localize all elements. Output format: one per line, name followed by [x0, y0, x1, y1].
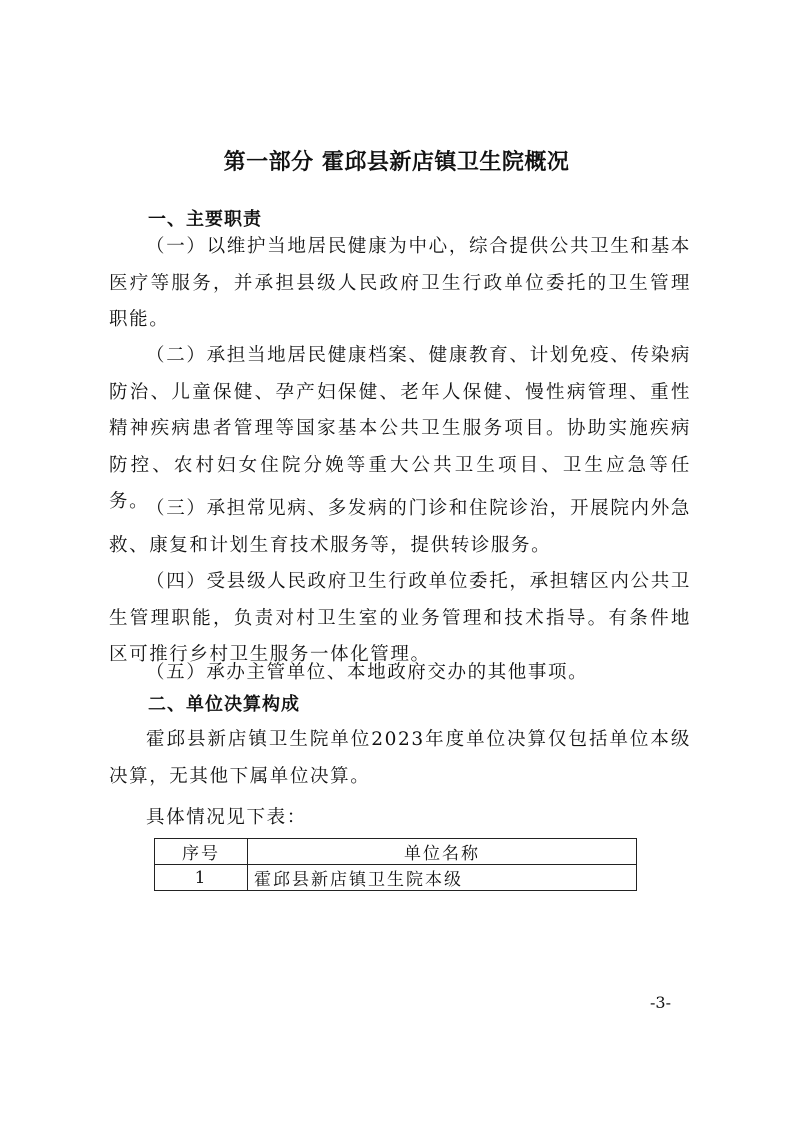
- duty-paragraph-3: （三）承担常见病、多发病的门诊和住院诊治，开展院内外急救、康复和计划生育技术服务等，提供转诊服务。: [109, 498, 691, 556]
- table-header-row: [155, 839, 637, 865]
- duty-paragraph-4: （四）受县级人民政府卫生行政单位委托，承担辖区内公共卫生管理职能，负责对村卫生室的业务管理和技术指导。有条件地区可推行乡村卫生服务一体化管理。: [109, 571, 691, 665]
- section-heading-composition: 二、单位决算构成: [148, 694, 300, 715]
- table-cell-index: 1: [155, 865, 248, 891]
- duty-paragraph-5: （五）承办主管单位、本地政府交办的其他事项。: [146, 662, 589, 683]
- section-heading-duties: 一、主要职责: [148, 209, 262, 230]
- table-row: [155, 865, 637, 891]
- duty-paragraph-1: （一）以维护当地居民健康为中心，综合提供公共卫生和基本医疗等服务，并承担县级人民政府卫生行政单位委托的卫生管理职能。: [109, 236, 691, 330]
- composition-paragraph: 霍邱县新店镇卫生院单位2023年度单位决算仅包括单位本级决算，无其他下属单位决算。: [109, 729, 691, 787]
- table-intro: 具体情况见下表：: [146, 807, 307, 828]
- page-number: -3-: [650, 993, 671, 1012]
- table-cell-unit-name: 霍邱县新店镇卫生院本级: [248, 865, 637, 891]
- unit-table: [154, 838, 637, 891]
- table-header-index: 序号: [155, 839, 248, 865]
- duty-paragraph-2: （二）承担当地居民健康档案、健康教育、计划免疫、传染病防治、儿童保健、孕产妇保健、老年人保健、慢性病管理、重性精神疾病患者管理等国家基本公共卫生服务项目。协助实施疾病防控、农村妇女住院分娩等重大公共卫生项目、卫生应急等任务。: [109, 345, 691, 512]
- page-title: 第一部分 霍邱县新店镇卫生院概况: [223, 150, 570, 175]
- table-header-unit-name: 单位名称: [248, 839, 637, 865]
